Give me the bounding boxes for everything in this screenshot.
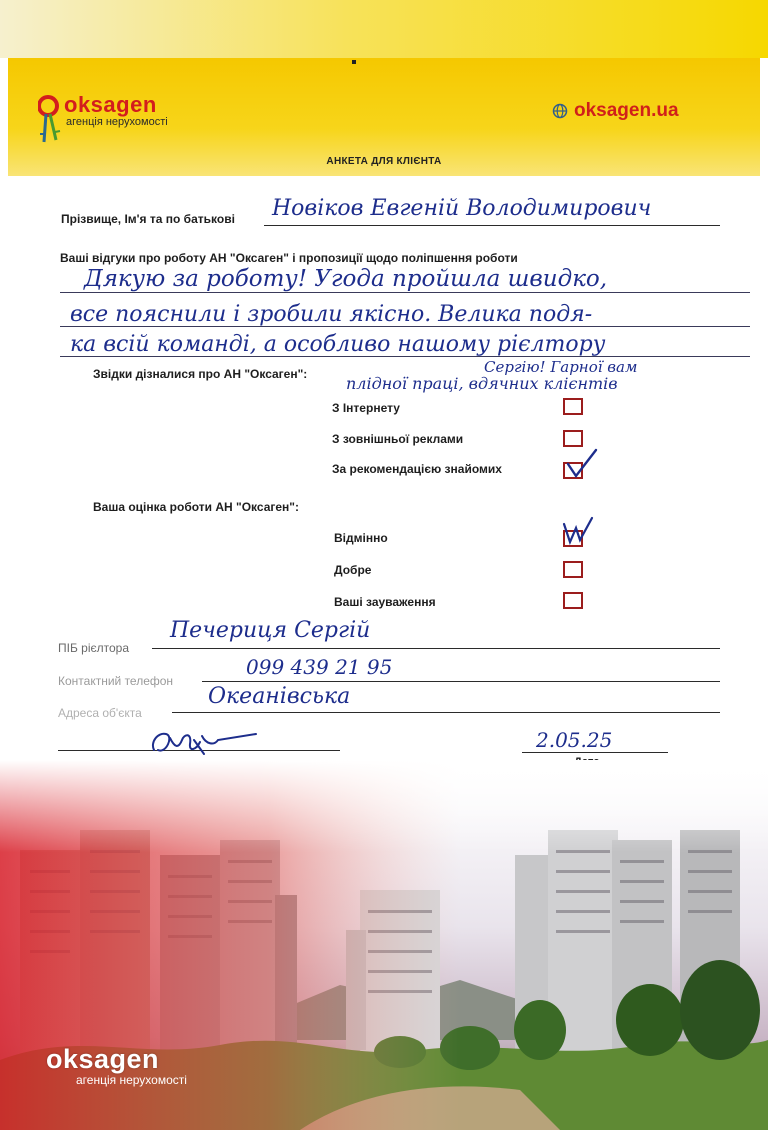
globe-icon xyxy=(552,103,568,119)
form-title: АНКЕТА ДЛЯ КЛІЄНТА xyxy=(326,156,442,167)
realtor-phone-value[interactable]: 099 439 21 95 xyxy=(246,655,393,679)
feedback-text-line[interactable]: Сергію! Гарної вам xyxy=(484,358,638,376)
feedback-text-line[interactable]: Дякую за роботу! Угода пройшла швидко, xyxy=(84,266,608,292)
feedback-text-line[interactable]: плідної праці, вдячних клієнтів xyxy=(346,374,618,393)
date-value[interactable]: 2.05.25 xyxy=(536,728,613,752)
signature-mark xyxy=(144,720,264,764)
checkbox-internet[interactable] xyxy=(563,398,583,415)
checkbox-outdoor-ads[interactable] xyxy=(563,430,583,447)
header-top-strip xyxy=(0,0,768,58)
option-recommendation-label: За рекомендацією знайомих xyxy=(332,462,502,476)
realtor-name-label: ПІБ рієлтора xyxy=(58,641,130,655)
realtor-phone-line xyxy=(202,681,720,682)
option-remarks-label: Ваші зауваження xyxy=(334,595,436,609)
client-name-line xyxy=(264,225,720,226)
option-internet-label: З Інтернету xyxy=(332,401,400,415)
feedback-text-line[interactable]: ка всій команді, а особливо нашому рієлтору xyxy=(70,332,606,357)
checkbox-remarks[interactable] xyxy=(563,592,583,609)
object-address-line xyxy=(172,712,720,713)
footer-logo xyxy=(46,1044,187,1087)
footer-logo-text: oksagen xyxy=(46,1044,160,1074)
logo-text: oksagen xyxy=(64,92,157,117)
checkmark-icon xyxy=(558,514,598,550)
option-excellent-label: Відмінно xyxy=(334,531,388,545)
feedback-label: Ваші відгуки про роботу АН "Оксаген" і пропозиції щодо поліпшення роботи xyxy=(60,251,518,265)
date-line xyxy=(522,752,668,753)
footer-logo-tagline: агенція нерухомості xyxy=(76,1073,187,1087)
logo-tagline: агенція нерухомості xyxy=(66,116,168,128)
client-name-value[interactable]: Новіков Евгеній Володимирович xyxy=(272,196,652,221)
realtor-name-value[interactable]: Печериця Сергій xyxy=(170,618,371,643)
object-address-value[interactable]: Океанівська xyxy=(208,684,351,709)
print-mark xyxy=(352,60,356,64)
rating-label: Ваша оцінка роботи АН "Оксаген": xyxy=(93,500,299,514)
website-text: oksagen.ua xyxy=(574,100,679,121)
checkmark-icon xyxy=(562,446,602,482)
option-good-label: Добре xyxy=(334,563,372,577)
keys-icon xyxy=(38,94,66,154)
header-logo xyxy=(44,92,168,128)
website-link[interactable] xyxy=(552,100,679,122)
feedback-line xyxy=(60,292,750,293)
option-outdoor-ads-label: З зовнішньої реклами xyxy=(332,432,464,446)
source-label: Звідки дізналися про АН "Оксаген": xyxy=(93,367,308,381)
realtor-name-line xyxy=(152,648,720,649)
realtor-phone-label: Контактний телефон xyxy=(58,674,174,688)
client-name-label: Прізвище, Ім'я та по батькові xyxy=(61,212,235,226)
object-address-label: Адреса об'єкта xyxy=(58,706,142,720)
feedback-text-line[interactable]: все пояснили і зробили якісно. Велика подя- xyxy=(70,302,593,327)
checkbox-good[interactable] xyxy=(563,561,583,578)
